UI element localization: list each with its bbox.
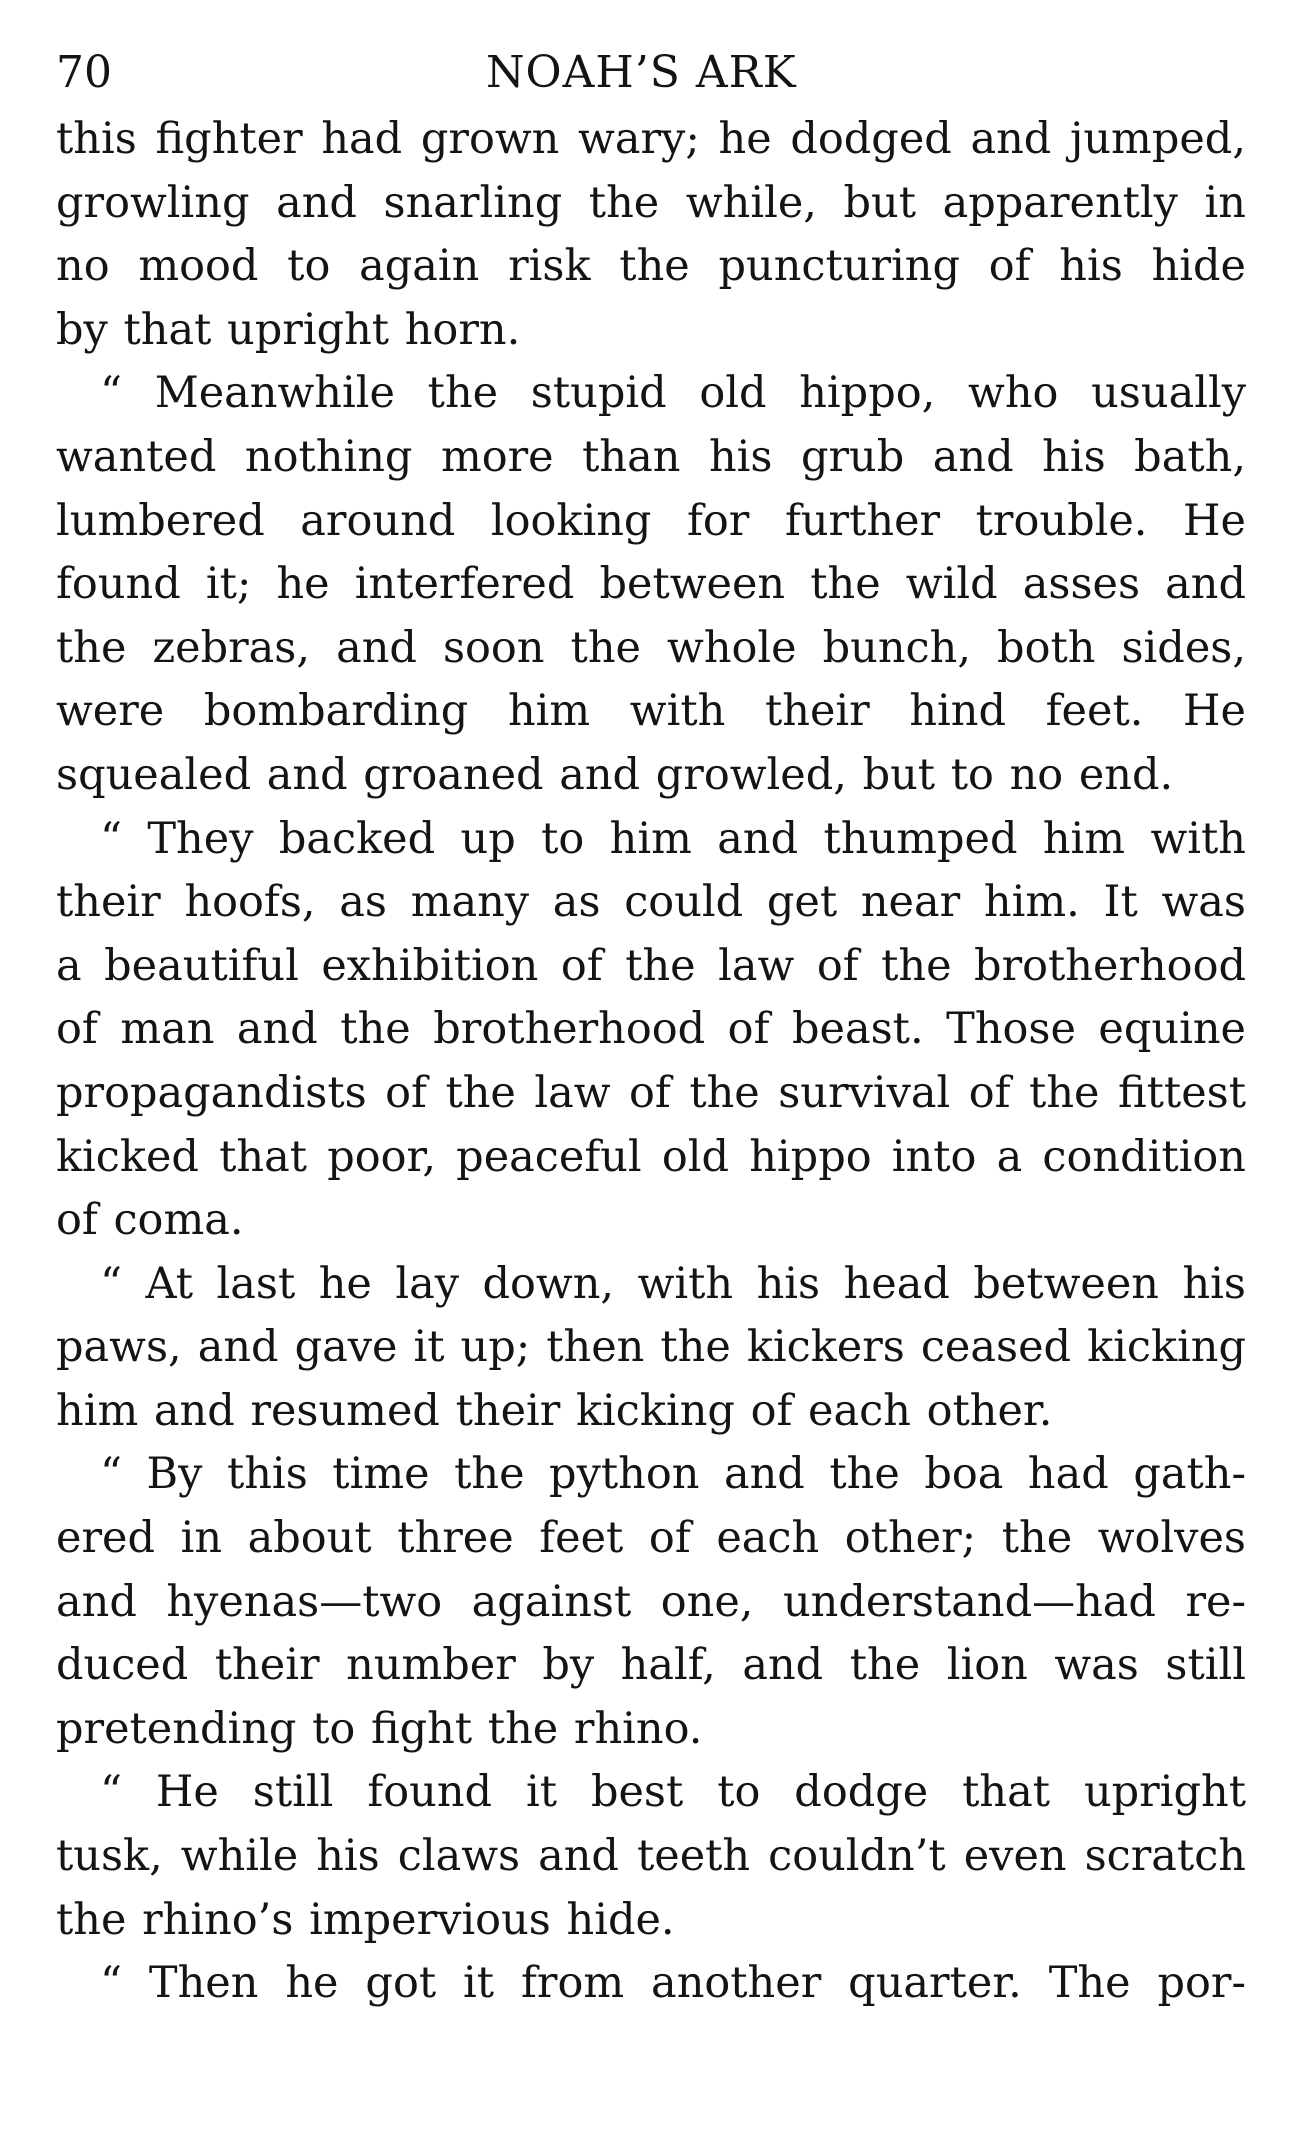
body-text <box>56 108 1246 2016</box>
text-line: squealed and groaned and growled, but to no end. <box>56 749 1174 800</box>
text-line: paws, and gave it up; then the kickers ceased kicking <box>56 1322 1246 1373</box>
running-head <box>56 38 1246 108</box>
text-line: the rhino’s impervious hide. <box>56 1894 675 1945</box>
text-line: “ At last he lay down, with his head between his <box>100 1258 1246 1309</box>
text-line: lumbered around looking for further trouble. He <box>56 495 1246 546</box>
paragraph <box>56 1761 1246 1952</box>
paragraph <box>56 1443 1246 1761</box>
text-line: and hyenas—two against one, understand—had re- <box>56 1576 1246 1627</box>
text-line: their hoofs, as many as could get near him. It was <box>56 877 1246 928</box>
paragraph <box>56 108 1246 362</box>
text-line: a beautiful exhibition of the law of the brotherhood <box>56 940 1246 991</box>
text-line: “ Meanwhile the stupid old hippo, who usually <box>100 368 1246 419</box>
paragraph <box>56 808 1246 1253</box>
text-line: this fighter had grown wary; he dodged and jumped, <box>56 114 1246 164</box>
paragraph <box>56 362 1246 807</box>
text-line: propagandists of the law of the survival of the fittest <box>56 1067 1246 1118</box>
text-line: wanted nothing more than his grub and his bath, <box>56 431 1246 482</box>
text-line: growling and snarling the while, but apparently in <box>56 177 1246 228</box>
running-title: NOAH’S ARK <box>486 47 797 98</box>
paragraph <box>56 1253 1246 1444</box>
text-line: were bombarding him with their hind feet. He <box>56 686 1246 737</box>
text-line: of man and the brotherhood of beast. Those equine <box>56 1004 1246 1055</box>
text-line: duced their number by half, and the lion was still <box>56 1640 1246 1691</box>
text-line: him and resumed their kicking of each other. <box>56 1385 1053 1436</box>
text-line: no mood to again risk the puncturing of his hide <box>56 241 1246 292</box>
text-line: “ Then he got it from another quarter. The por- <box>100 1958 1246 2009</box>
page-number: 70 <box>56 47 112 98</box>
text-line: kicked that poor, peaceful old hippo into a condition <box>56 1131 1246 1182</box>
book-page <box>56 38 1246 2016</box>
text-line: the zebras, and soon the whole bunch, both sides, <box>56 622 1246 673</box>
text-line: “ They backed up to him and thumped him with <box>100 813 1246 864</box>
text-line: “ By this time the python and the boa had gath- <box>100 1449 1246 1500</box>
text-line: of coma. <box>56 1195 244 1246</box>
text-line: tusk, while his claws and teeth couldn’t even scratch <box>56 1831 1246 1882</box>
paragraph <box>56 1952 1246 2016</box>
text-line: pretending to fight the rhino. <box>56 1703 703 1754</box>
text-line: found it; he interfered between the wild asses and <box>56 559 1246 610</box>
text-line: by that upright horn. <box>56 304 521 355</box>
text-line: ered in about three feet of each other; the wolves <box>56 1513 1246 1564</box>
text-line: “ He still found it best to dodge that upright <box>100 1767 1246 1818</box>
